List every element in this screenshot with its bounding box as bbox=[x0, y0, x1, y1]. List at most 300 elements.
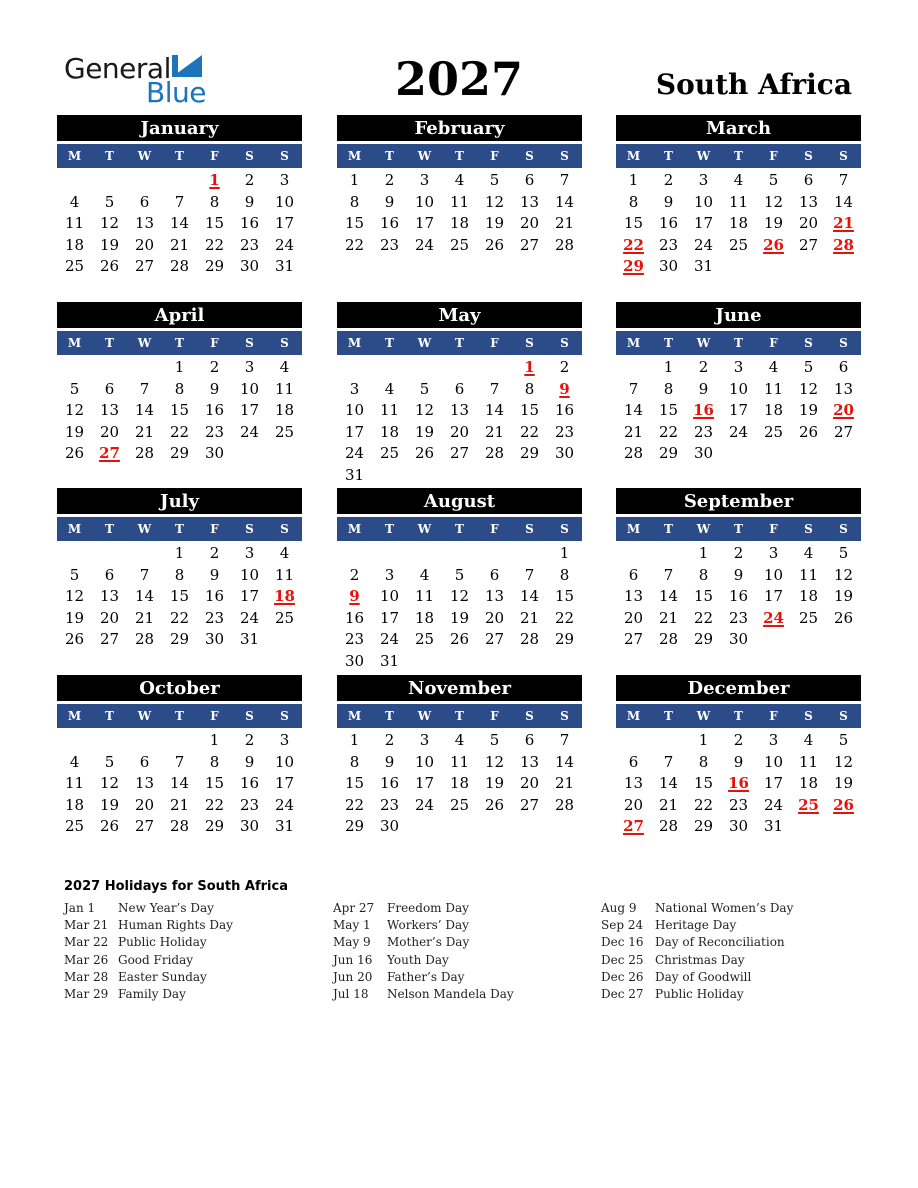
holiday-name: Day of Goodwill bbox=[655, 969, 752, 984]
holiday-date: May 1 bbox=[333, 918, 371, 933]
day-cell: 30 bbox=[379, 817, 400, 836]
weekday-label: M bbox=[67, 336, 82, 350]
empty-cell bbox=[616, 543, 651, 565]
day-cell: 17 bbox=[344, 422, 365, 441]
weekday-label: F bbox=[210, 336, 219, 350]
holiday-name: Christmas Day bbox=[655, 952, 745, 967]
day-cell: 13 bbox=[519, 752, 540, 771]
empty-cell bbox=[337, 357, 372, 379]
day-cell: 13 bbox=[519, 192, 540, 211]
day-cell: 20 bbox=[519, 774, 540, 793]
day-cell: 29 bbox=[693, 817, 714, 836]
weekday-header bbox=[616, 704, 861, 728]
weekday-label: T bbox=[105, 149, 114, 163]
day-cell: 15 bbox=[658, 401, 679, 420]
empty-cell bbox=[57, 170, 92, 192]
empty-cell bbox=[477, 543, 512, 565]
day-cell: 20 bbox=[798, 214, 819, 233]
day-cell: 10 bbox=[414, 192, 435, 211]
day-grid bbox=[57, 357, 302, 465]
day-cell: 17 bbox=[239, 587, 260, 606]
weekday-header bbox=[337, 331, 582, 355]
weekday-label: F bbox=[490, 336, 499, 350]
holiday-day-cell: 27 bbox=[99, 444, 120, 463]
weekday-label: T bbox=[175, 336, 184, 350]
holiday-day-cell: 9 bbox=[349, 587, 360, 606]
day-cell: 28 bbox=[519, 630, 540, 649]
holidays-column bbox=[601, 901, 871, 1004]
day-cell: 26 bbox=[484, 235, 505, 254]
weekday-label: T bbox=[455, 149, 464, 163]
weekday-label: S bbox=[525, 522, 534, 536]
day-cell: 18 bbox=[763, 401, 784, 420]
holiday-row bbox=[601, 935, 871, 952]
weekday-label: S bbox=[280, 336, 289, 350]
day-cell: 13 bbox=[798, 192, 819, 211]
day-cell: 15 bbox=[344, 774, 365, 793]
day-cell: 14 bbox=[484, 401, 505, 420]
weekday-label: T bbox=[385, 522, 394, 536]
day-cell: 5 bbox=[489, 171, 500, 189]
month-title: March bbox=[616, 115, 861, 141]
weekday-label: T bbox=[385, 149, 394, 163]
day-cell: 23 bbox=[658, 235, 679, 254]
holiday-date: Mar 29 bbox=[64, 986, 109, 1001]
weekday-label: S bbox=[525, 336, 534, 350]
day-cell: 19 bbox=[64, 422, 85, 441]
weekday-label: T bbox=[105, 709, 114, 723]
holiday-day-cell: 18 bbox=[274, 587, 295, 606]
day-cell: 25 bbox=[274, 422, 295, 441]
day-cell: 22 bbox=[204, 235, 225, 254]
day-cell: 13 bbox=[833, 379, 854, 398]
day-cell: 16 bbox=[344, 608, 365, 627]
day-cell: 26 bbox=[484, 795, 505, 814]
holiday-row bbox=[333, 953, 603, 970]
day-cell: 23 bbox=[728, 608, 749, 627]
day-cell: 11 bbox=[798, 752, 819, 771]
holiday-name: Easter Sunday bbox=[118, 969, 207, 984]
month-march bbox=[616, 115, 861, 278]
weekday-label: S bbox=[560, 336, 569, 350]
weekday-label: F bbox=[769, 709, 778, 723]
holiday-row bbox=[64, 970, 334, 987]
weekday-label: T bbox=[385, 336, 394, 350]
day-cell: 9 bbox=[663, 192, 674, 211]
day-cell: 21 bbox=[623, 422, 644, 441]
month-may bbox=[337, 302, 582, 487]
day-cell: 28 bbox=[623, 444, 644, 463]
month-title: July bbox=[57, 488, 302, 514]
day-cell: 12 bbox=[484, 752, 505, 771]
day-cell: 26 bbox=[449, 630, 470, 649]
weekday-label: F bbox=[490, 709, 499, 723]
weekday-label: T bbox=[664, 709, 673, 723]
day-cell: 22 bbox=[344, 795, 365, 814]
holiday-day-cell: 9 bbox=[559, 379, 570, 398]
day-cell: 24 bbox=[379, 630, 400, 649]
holidays-column bbox=[333, 901, 603, 1004]
day-cell: 2 bbox=[733, 544, 744, 562]
day-cell: 24 bbox=[344, 444, 365, 463]
holiday-day-cell: 26 bbox=[763, 235, 784, 254]
day-cell: 3 bbox=[279, 171, 290, 189]
day-cell: 5 bbox=[69, 565, 80, 584]
day-grid bbox=[616, 357, 861, 465]
holiday-day-cell: 22 bbox=[623, 235, 644, 254]
weekday-label: S bbox=[245, 709, 254, 723]
weekday-header bbox=[616, 517, 861, 541]
holiday-row bbox=[333, 935, 603, 952]
day-cell: 19 bbox=[414, 422, 435, 441]
day-cell: 7 bbox=[663, 752, 674, 771]
day-cell: 4 bbox=[419, 565, 430, 584]
day-cell: 2 bbox=[384, 731, 395, 749]
country-title: South Africa bbox=[655, 68, 852, 101]
month-july bbox=[57, 488, 302, 651]
day-cell: 9 bbox=[384, 192, 395, 211]
day-cell: 11 bbox=[449, 192, 470, 211]
weekday-label: S bbox=[280, 709, 289, 723]
day-grid bbox=[337, 357, 582, 487]
holiday-day-cell: 25 bbox=[798, 795, 819, 814]
day-cell: 3 bbox=[244, 544, 255, 562]
weekday-label: M bbox=[67, 522, 82, 536]
day-cell: 23 bbox=[239, 235, 260, 254]
year-title: 2027 bbox=[394, 52, 524, 106]
day-cell: 2 bbox=[698, 358, 709, 376]
day-cell: 8 bbox=[628, 192, 639, 211]
holiday-day-cell: 27 bbox=[623, 817, 644, 836]
day-cell: 7 bbox=[524, 565, 535, 584]
day-cell: 15 bbox=[623, 214, 644, 233]
day-cell: 1 bbox=[628, 171, 639, 189]
day-cell: 17 bbox=[239, 401, 260, 420]
day-cell: 14 bbox=[519, 587, 540, 606]
day-cell: 24 bbox=[239, 608, 260, 627]
day-cell: 27 bbox=[798, 235, 819, 254]
holiday-day-cell: 24 bbox=[763, 608, 784, 627]
empty-cell bbox=[372, 357, 407, 379]
weekday-label: T bbox=[455, 336, 464, 350]
day-cell: 19 bbox=[99, 235, 120, 254]
day-cell: 29 bbox=[204, 257, 225, 276]
day-cell: 9 bbox=[244, 192, 255, 211]
day-cell: 4 bbox=[384, 379, 395, 398]
weekday-label: M bbox=[347, 522, 362, 536]
weekday-label: W bbox=[417, 709, 432, 723]
day-cell: 30 bbox=[239, 817, 260, 836]
holiday-row bbox=[333, 918, 603, 935]
day-cell: 18 bbox=[274, 401, 295, 420]
day-cell: 18 bbox=[728, 214, 749, 233]
day-cell: 25 bbox=[449, 235, 470, 254]
holiday-date: Dec 25 bbox=[601, 952, 644, 967]
holiday-row bbox=[64, 987, 334, 1004]
day-cell: 4 bbox=[733, 171, 744, 189]
weekday-label: S bbox=[245, 336, 254, 350]
weekday-label: T bbox=[385, 709, 394, 723]
day-cell: 20 bbox=[99, 422, 120, 441]
day-cell: 17 bbox=[414, 774, 435, 793]
day-cell: 10 bbox=[344, 401, 365, 420]
day-cell: 11 bbox=[414, 587, 435, 606]
day-cell: 4 bbox=[69, 192, 80, 211]
day-cell: 2 bbox=[733, 731, 744, 749]
day-cell: 20 bbox=[623, 795, 644, 814]
day-cell: 11 bbox=[64, 214, 85, 233]
day-cell: 10 bbox=[274, 192, 295, 211]
day-cell: 14 bbox=[658, 774, 679, 793]
day-cell: 8 bbox=[349, 752, 360, 771]
day-cell: 2 bbox=[209, 544, 220, 562]
empty-cell bbox=[651, 543, 686, 565]
holiday-name: Family Day bbox=[118, 986, 186, 1001]
holiday-date: Mar 22 bbox=[64, 935, 109, 950]
day-cell: 19 bbox=[64, 608, 85, 627]
holiday-date: Dec 27 bbox=[601, 986, 644, 1001]
weekday-label: T bbox=[455, 522, 464, 536]
day-cell: 15 bbox=[169, 587, 190, 606]
holiday-date: Sep 24 bbox=[601, 918, 644, 933]
holiday-name: Good Friday bbox=[118, 952, 194, 967]
day-cell: 3 bbox=[279, 731, 290, 749]
empty-cell bbox=[407, 357, 442, 379]
weekday-label: T bbox=[734, 709, 743, 723]
weekday-label: W bbox=[137, 522, 152, 536]
weekday-label: W bbox=[137, 149, 152, 163]
holiday-row bbox=[64, 953, 334, 970]
day-cell: 1 bbox=[559, 544, 570, 562]
weekday-label: W bbox=[696, 149, 711, 163]
day-cell: 7 bbox=[559, 171, 570, 189]
day-cell: 10 bbox=[239, 379, 260, 398]
day-cell: 24 bbox=[274, 795, 295, 814]
empty-cell bbox=[651, 730, 686, 752]
day-cell: 5 bbox=[69, 379, 80, 398]
day-cell: 5 bbox=[104, 752, 115, 771]
day-cell: 1 bbox=[698, 731, 709, 749]
day-cell: 27 bbox=[833, 422, 854, 441]
day-cell: 31 bbox=[344, 465, 365, 484]
day-cell: 6 bbox=[454, 379, 465, 398]
day-cell: 29 bbox=[169, 444, 190, 463]
day-cell: 5 bbox=[768, 171, 779, 189]
holiday-name: Youth Day bbox=[387, 952, 449, 967]
weekday-label: W bbox=[417, 336, 432, 350]
day-cell: 11 bbox=[379, 401, 400, 420]
weekday-label: F bbox=[210, 709, 219, 723]
weekday-label: T bbox=[455, 709, 464, 723]
day-cell: 19 bbox=[798, 401, 819, 420]
day-cell: 12 bbox=[64, 587, 85, 606]
day-grid bbox=[337, 543, 582, 673]
day-cell: 10 bbox=[274, 752, 295, 771]
holiday-name: Heritage Day bbox=[655, 918, 737, 933]
day-cell: 15 bbox=[693, 587, 714, 606]
day-cell: 28 bbox=[169, 817, 190, 836]
day-cell: 20 bbox=[99, 608, 120, 627]
holiday-row bbox=[64, 918, 334, 935]
holiday-day-cell: 28 bbox=[833, 235, 854, 254]
weekday-label: S bbox=[804, 522, 813, 536]
day-cell: 20 bbox=[519, 214, 540, 233]
day-cell: 6 bbox=[838, 358, 849, 376]
day-cell: 25 bbox=[274, 608, 295, 627]
month-title: April bbox=[57, 302, 302, 328]
weekday-header bbox=[337, 704, 582, 728]
day-cell: 13 bbox=[99, 587, 120, 606]
day-cell: 21 bbox=[484, 422, 505, 441]
day-cell: 18 bbox=[414, 608, 435, 627]
day-cell: 20 bbox=[623, 608, 644, 627]
day-cell: 10 bbox=[239, 565, 260, 584]
day-cell: 12 bbox=[833, 752, 854, 771]
day-cell: 13 bbox=[449, 401, 470, 420]
day-cell: 12 bbox=[763, 192, 784, 211]
day-cell: 25 bbox=[414, 630, 435, 649]
empty-cell bbox=[442, 357, 477, 379]
weekday-label: S bbox=[525, 149, 534, 163]
holiday-name: National Women’s Day bbox=[655, 901, 794, 915]
day-cell: 31 bbox=[379, 651, 400, 670]
day-cell: 24 bbox=[239, 422, 260, 441]
holidays-column bbox=[64, 901, 334, 1004]
empty-cell bbox=[92, 730, 127, 752]
day-cell: 30 bbox=[344, 651, 365, 670]
weekday-label: T bbox=[734, 149, 743, 163]
day-cell: 24 bbox=[414, 795, 435, 814]
day-cell: 7 bbox=[489, 379, 500, 398]
weekday-label: T bbox=[175, 522, 184, 536]
weekday-label: S bbox=[839, 149, 848, 163]
weekday-label: S bbox=[804, 149, 813, 163]
day-cell: 2 bbox=[349, 565, 360, 584]
holiday-day-cell: 26 bbox=[833, 795, 854, 814]
weekday-header bbox=[57, 144, 302, 168]
day-cell: 8 bbox=[174, 565, 185, 584]
day-cell: 25 bbox=[449, 795, 470, 814]
day-cell: 8 bbox=[174, 379, 185, 398]
weekday-label: T bbox=[664, 149, 673, 163]
day-cell: 28 bbox=[658, 817, 679, 836]
weekday-label: T bbox=[175, 149, 184, 163]
day-cell: 6 bbox=[628, 752, 639, 771]
holiday-date: Mar 21 bbox=[64, 918, 109, 933]
weekday-label: S bbox=[560, 522, 569, 536]
day-cell: 29 bbox=[693, 630, 714, 649]
day-cell: 23 bbox=[204, 608, 225, 627]
holiday-day-cell: 29 bbox=[623, 257, 644, 276]
day-cell: 15 bbox=[169, 401, 190, 420]
weekday-label: F bbox=[769, 149, 778, 163]
day-cell: 14 bbox=[134, 401, 155, 420]
day-cell: 30 bbox=[728, 630, 749, 649]
holiday-date: Aug 9 bbox=[601, 901, 637, 915]
weekday-label: S bbox=[839, 709, 848, 723]
day-cell: 30 bbox=[728, 817, 749, 836]
day-cell: 28 bbox=[484, 444, 505, 463]
day-cell: 14 bbox=[623, 401, 644, 420]
holiday-date: Apr 27 bbox=[333, 901, 375, 915]
day-grid bbox=[57, 543, 302, 651]
day-grid bbox=[616, 170, 861, 278]
weekday-label: M bbox=[347, 336, 362, 350]
holiday-name: Nelson Mandela Day bbox=[387, 986, 514, 1001]
day-cell: 23 bbox=[344, 630, 365, 649]
day-cell: 12 bbox=[414, 401, 435, 420]
day-cell: 17 bbox=[379, 608, 400, 627]
weekday-label: F bbox=[769, 336, 778, 350]
holiday-row bbox=[64, 935, 334, 952]
holiday-row bbox=[601, 901, 871, 918]
day-cell: 16 bbox=[239, 214, 260, 233]
empty-cell bbox=[162, 170, 197, 192]
weekday-label: M bbox=[347, 709, 362, 723]
day-cell: 9 bbox=[209, 379, 220, 398]
day-cell: 8 bbox=[663, 379, 674, 398]
day-cell: 14 bbox=[658, 587, 679, 606]
day-cell: 5 bbox=[803, 358, 814, 376]
day-cell: 22 bbox=[693, 608, 714, 627]
holiday-name: Public Holiday bbox=[655, 986, 744, 1001]
holiday-date: Mar 26 bbox=[64, 952, 109, 967]
day-cell: 5 bbox=[838, 544, 849, 562]
day-cell: 6 bbox=[104, 565, 115, 584]
day-cell: 12 bbox=[798, 379, 819, 398]
day-cell: 20 bbox=[134, 795, 155, 814]
day-cell: 8 bbox=[698, 565, 709, 584]
day-cell: 3 bbox=[768, 544, 779, 562]
weekday-label: M bbox=[67, 709, 82, 723]
day-cell: 21 bbox=[169, 795, 190, 814]
day-cell: 7 bbox=[139, 565, 150, 584]
month-title: October bbox=[57, 675, 302, 701]
day-cell: 5 bbox=[489, 731, 500, 749]
empty-cell bbox=[616, 730, 651, 752]
day-cell: 24 bbox=[763, 795, 784, 814]
month-title: November bbox=[337, 675, 582, 701]
day-cell: 29 bbox=[554, 630, 575, 649]
day-cell: 16 bbox=[658, 214, 679, 233]
weekday-header bbox=[616, 144, 861, 168]
day-cell: 21 bbox=[658, 608, 679, 627]
day-cell: 3 bbox=[349, 379, 360, 398]
day-cell: 24 bbox=[728, 422, 749, 441]
day-cell: 13 bbox=[99, 401, 120, 420]
day-cell: 7 bbox=[139, 379, 150, 398]
empty-cell bbox=[512, 543, 547, 565]
holiday-row bbox=[601, 953, 871, 970]
day-grid bbox=[616, 730, 861, 838]
day-cell: 14 bbox=[169, 214, 190, 233]
day-cell: 25 bbox=[798, 608, 819, 627]
day-cell: 9 bbox=[698, 379, 709, 398]
day-cell: 1 bbox=[349, 731, 360, 749]
holiday-name: Public Holiday bbox=[118, 935, 207, 950]
holiday-date: Dec 26 bbox=[601, 969, 644, 984]
weekday-header bbox=[337, 517, 582, 541]
day-cell: 25 bbox=[64, 257, 85, 276]
holiday-name: Day of Reconciliation bbox=[655, 935, 785, 950]
weekday-label: M bbox=[347, 149, 362, 163]
month-january bbox=[57, 115, 302, 278]
weekday-label: S bbox=[804, 336, 813, 350]
month-february bbox=[337, 115, 582, 256]
day-cell: 29 bbox=[658, 444, 679, 463]
day-cell: 31 bbox=[763, 817, 784, 836]
weekday-label: M bbox=[626, 336, 641, 350]
